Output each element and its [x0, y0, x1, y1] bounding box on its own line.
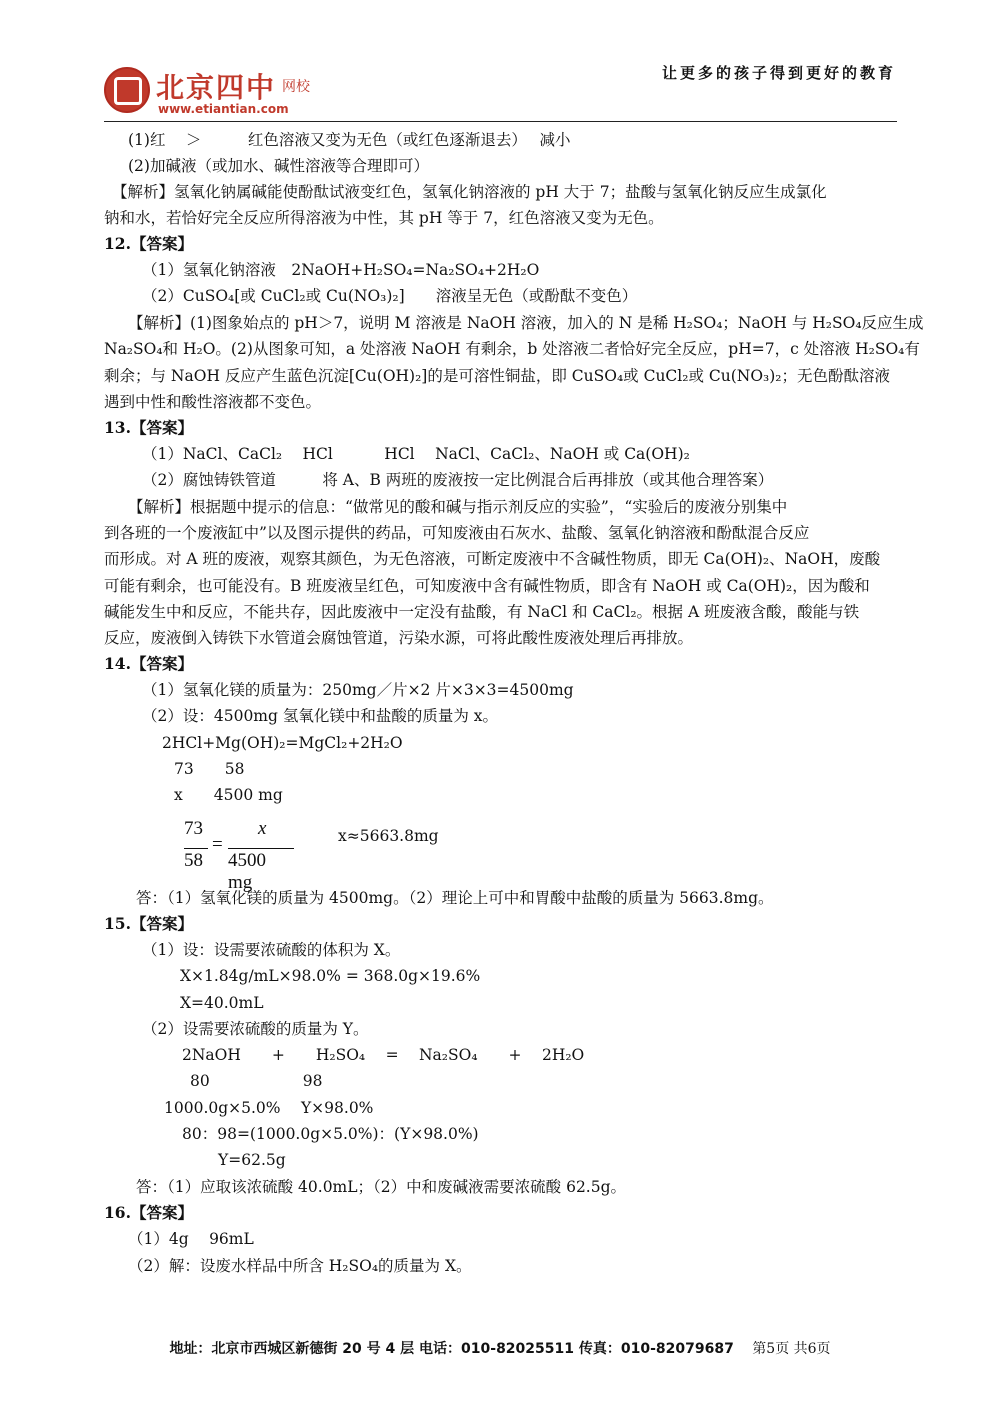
text-line: 【解析】氢氧化钠属碱能使酚酞试液变红色，氢氧化钠溶液的 pH 大于 7；盐酸与氢氧化钠反应生成氯化 [112, 183, 827, 201]
section-heading: 14.【答案】 [104, 654, 193, 673]
section-heading: 15.【答案】 [104, 914, 193, 933]
footer-contact: 地址：北京市西城区新德街 20 号 4 层 电话：010-82025511 传真：010-82079687 [169, 1341, 734, 1357]
equation-line: X×1.84g/mL×98.0% = 368.0g×19.6% [180, 967, 481, 985]
text-line: 【解析】(1)图象始点的 pH＞7，说明 M 溶液是 NaOH 溶液，加入的 N 是稀 H₂SO₄；NaOH 与 H₂SO₄反应生成 [128, 314, 924, 332]
equation-line: 2NaOH + H₂SO₄ = Na₂SO₄ + 2H₂O [182, 1046, 585, 1064]
text-line: (1)红 ＞ 红色溶液又变为无色（或红色逐渐退去） 减小 [128, 131, 571, 149]
text-line: 碱能发生中和反应，不能共存，因此废液中一定没有盐酸，有 NaCl 和 CaCl₂。根据 A 班废液含酸，酸能与铁 [104, 603, 860, 621]
text-line: 而形成。对 A 班的废液，观察其颜色，为无色溶液，可断定废液中不含碱性物质，即无 Ca(OH)₂、NaOH，废酸 [104, 550, 881, 568]
text-line: （1）氢氧化镁的质量为：250mg／片×2 片×3×3=4500mg [142, 681, 574, 699]
fraction-right-denominator: 4500 mg [228, 850, 266, 893]
answer-line: 答：（1）氢氧化镁的质量为 4500mg。（2）理论上可中和胃酸中盐酸的质量为 5663.8mg。 [136, 889, 774, 907]
equation-line: X=40.0mL [180, 994, 264, 1012]
section-heading: 12.【答案】 [104, 234, 193, 253]
text-line: x≈5663.8mg [338, 827, 439, 845]
text-line: 剩余；与 NaOH 反应产生蓝色沉淀[Cu(OH)₂]的是可溶性铜盐，即 CuSO₄或 CuCl₂或 Cu(NO₃)₂；无色酚酞溶液 [104, 367, 891, 385]
text-line: （1）4g 96mL [128, 1230, 254, 1248]
logo-emblem-icon [104, 67, 150, 113]
site-logo [104, 62, 414, 122]
text-line: Na₂SO₄和 H₂O。(2)从图象可知，a 处溶液 NaOH 有剩余，b 处溶液二者恰好完全反应，pH=7，c 处溶液 H₂SO₄有 [104, 340, 920, 358]
header-slogan: 让更多的孩子得到更好的教育 [661, 64, 896, 82]
text-line: 遇到中性和酸性溶液都不变色。 [104, 393, 322, 411]
logo-subtitle: 网校 [282, 79, 310, 95]
equation-line: 2HCl+Mg(OH)₂=MgCl₂+2H₂O [162, 734, 403, 752]
text-line: 80 98 [190, 1072, 323, 1090]
equation-line: 80：98=(1000.0g×5.0%)：(Y×98.0%) [182, 1125, 479, 1143]
text-line: （2）设：4500mg 氢氧化镁中和盐酸的质量为 x。 [142, 707, 499, 725]
text-line: 1000.0g×5.0% Y×98.0% [164, 1099, 374, 1117]
text-line: （2）设需要浓硫酸的质量为 Y。 [142, 1020, 369, 1038]
fraction-bar [184, 848, 208, 849]
proportion-fraction [184, 818, 294, 893]
answer-line: 答：（1）应取该浓硫酸 40.0mL；（2）中和废碱液需要浓硫酸 62.5g。 [136, 1178, 627, 1196]
equation-line: Y=62.5g [218, 1151, 286, 1169]
page-footer [0, 1338, 1000, 1358]
text-line: 可能有剩余，也可能没有。B 班废液呈红色，可知废液中含有碱性物质，即含有 NaOH 或 Ca(OH)₂，因为酸和 [104, 577, 870, 595]
logo-url: www.etiantian.com [158, 102, 289, 116]
footer-page-number: 第5页 共6页 [752, 1341, 831, 1357]
text-line: （2）解：设废水样品中所含 H₂SO₄的质量为 X。 [128, 1257, 472, 1275]
text-line: x 4500 mg [174, 786, 283, 804]
fraction-left-denominator: 58 [184, 850, 203, 871]
text-line: 【解析】根据题中提示的信息：“做常见的酸和碱与指示剂反应的实验”，“实验后的废液分别集中 [128, 498, 788, 516]
text-line: （1）NaCl、CaCl₂ HCl HCl NaCl、CaCl₂、NaOH 或 Ca(OH)₂ [142, 445, 690, 463]
text-line: （2）腐蚀铸铁管道 将 A、B 两班的废液按一定比例混合后再排放（或其他合理答案） [142, 471, 774, 489]
text-line: （1）氢氧化钠溶液 2NaOH+H₂SO₄=Na₂SO₄+2H₂O [142, 261, 540, 279]
fraction-left-numerator: 73 [184, 818, 203, 839]
fraction-right-numerator: x [258, 818, 267, 839]
text-line: （1）设：设需要浓硫酸的体积为 X。 [142, 941, 401, 959]
fraction-equals: = [212, 834, 223, 855]
text-line: 73 58 [174, 760, 245, 778]
fraction-bar [228, 848, 294, 849]
text-line: （2）CuSO₄[或 CuCl₂或 Cu(NO₃)₂] 溶液呈无色（或酚酞不变色） [142, 287, 638, 305]
text-line: (2)加碱液（或加水、碱性溶液等合理即可） [128, 157, 429, 175]
text-line: 反应，废液倒入铸铁下水管道会腐蚀管道，污染水源，可将此酸性废液处理后再排放。 [104, 629, 694, 647]
text-line: 到各班的一个废液缸中”以及图示提供的药品，可知废液由石灰水、盐酸、氢氧化钠溶液和酚酞混合反应 [104, 524, 810, 542]
section-heading: 13.【答案】 [104, 418, 193, 437]
logo-title: 北京四中 [156, 71, 277, 104]
text-line: 钠和水，若恰好完全反应所得溶液为中性，其 pH 等于 7，红色溶液又变为无色。 [104, 209, 664, 227]
section-heading: 16.【答案】 [104, 1203, 193, 1222]
header-divider [104, 121, 897, 122]
